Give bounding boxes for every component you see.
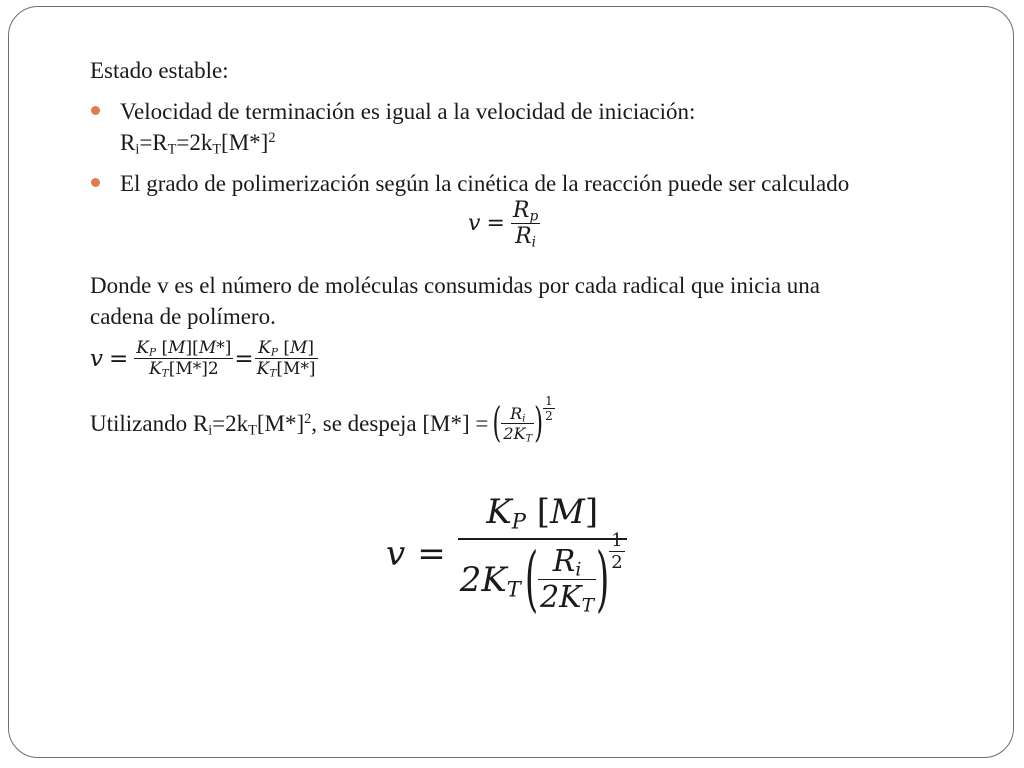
- eq3-exp-num: 1: [611, 530, 623, 551]
- utilizando-line: [90, 394, 555, 447]
- slide-heading: Estado estable:: [90, 58, 229, 83]
- eq3-fraction: [458, 492, 627, 622]
- equation-v-substitution: v = $\frac{K_P [M][M*]}{K_T[M*]2}$ = $\frac{K_P [M]}{K_T[M*]}$: [90, 338, 316, 380]
- utilizando-exp-num: 1: [545, 394, 553, 408]
- utilizando-fraction: [501, 404, 534, 443]
- bullet-icon: [91, 178, 100, 187]
- right-paren-icon: ): [534, 400, 544, 447]
- utilizando-frac-den: $2K_T$: [503, 424, 533, 445]
- eq2-fraction-1: [134, 338, 233, 379]
- eq3-lhs: v: [386, 533, 406, 574]
- eq3-num: $K_P$ [M]: [486, 492, 599, 534]
- eq3-inner-den: $2K_T$: [540, 580, 594, 617]
- eq1-denominator: $R_i$: [515, 224, 536, 251]
- big-right-paren-icon: ): [596, 537, 610, 622]
- eq1-numerator: $R_p$: [512, 198, 539, 225]
- utilizando-text: Utilizando $R_i=2k_T[M*]^2$, se despeja [M*] =: [90, 410, 489, 439]
- left-paren-icon: (: [492, 400, 502, 447]
- bullet-icon: [91, 106, 100, 115]
- eq3-inner-fraction: [538, 544, 596, 615]
- equation-final: v = $K_P$ [M] $2K_T$ ( $\frac{R_i}{2K_T}$ ) $\frac{1}{2}$: [386, 492, 627, 615]
- eq3-exp-den: 2: [611, 552, 623, 573]
- bullet-1-line2: $R_i=R_T=2k_T[M*]^2$: [120, 130, 276, 158]
- eq1-lhs: v: [468, 211, 481, 236]
- bullet-1-line1: Velocidad de terminación es igual a la velocidad de iniciación:: [120, 99, 696, 124]
- big-left-paren-icon: (: [524, 537, 539, 622]
- eq2-frac2-den: $K_T[M*]$: [256, 359, 316, 380]
- bullet-2-line1: El grado de polimerización según la cinética de la reacción puede ser calculado: [120, 171, 850, 196]
- definition-line1: Donde v es el número de moléculas consumidas por cada radical que inicia una: [90, 273, 820, 298]
- eq3-inner-num: $R_i$: [552, 544, 582, 581]
- eq2-fraction-2: [255, 338, 318, 379]
- utilizando-exponent: [543, 394, 555, 423]
- eq3-den: $2K_T$ ( $\frac{R_i}{2K_T}$ ) $\frac{1}{2}$: [459, 530, 623, 622]
- definition-line2: cadena de polímero.: [90, 304, 276, 329]
- equation-degree-polymerization: v = $\frac{R_p}{R_i}$: [468, 198, 539, 251]
- eq2-frac1-den: $K_T[M*]2$: [148, 359, 219, 380]
- utilizando-frac-num: $R_i$: [510, 404, 526, 425]
- eq2-frac1-num: $K_P$ [M][M*]: [136, 338, 232, 359]
- eq1-fraction: [511, 198, 540, 249]
- eq2-lhs: v: [90, 345, 103, 372]
- eq3-exponent: [609, 530, 624, 573]
- utilizando-exp-den: 2: [545, 409, 553, 423]
- eq2-frac2-num: $K_P$ [M]: [258, 338, 315, 359]
